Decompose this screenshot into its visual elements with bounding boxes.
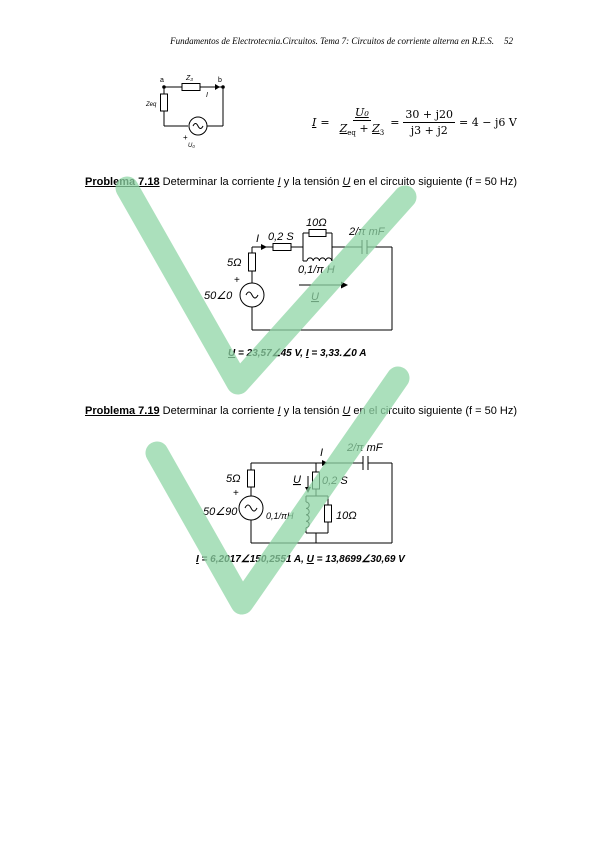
eq-frac1-den-a: Z [339,122,348,136]
page-header [170,36,513,46]
current-arrow [322,460,328,466]
capacitor-label: 2/π mF [349,226,385,238]
conductance-label: 0,2 S [322,475,348,487]
thevenin-circuit-diagram [140,70,240,152]
resistor-5-label: 5Ω [226,473,241,485]
problem-718-var-i: I [277,176,281,188]
problem-719-statement [85,405,517,418]
problem-718-text-b: y la tensión [280,176,343,188]
zeq-label: Zeq [146,102,157,108]
eq-equals: = [320,115,330,129]
voltage-arrow [341,282,348,289]
current-arrow [261,244,267,250]
resistor-10-label: 10Ω [336,510,357,522]
node-a-dot [162,85,166,89]
capacitor-label: 2/π mF [347,442,383,454]
eq-frac2-num: 30 + j20 [405,107,454,121]
z3-label: Z₃ [186,75,194,82]
result-718-u-val: = 23,57∠45 V, [235,348,306,359]
problem-718-circuit [195,215,405,340]
node-b-dot [221,85,225,89]
current-label: I [256,233,260,245]
eq-frac1-den-b: Z [372,122,380,136]
problem-719-label: Problema 7.19 [85,405,160,417]
problem-719-circuit [195,438,405,550]
page-number: 52 [504,36,513,46]
source-label: U₀ [188,143,195,149]
source-label: 50∠0 [204,290,233,302]
eq-rhs: = 4 − j6 V [459,115,517,129]
eq-frac1-den-b-sub: 3 [379,129,385,138]
source-plus-label: + [183,133,188,142]
eq-frac1-den-plus: + [359,122,369,136]
result-719-i-var: I [196,554,199,565]
resistor-5-label: 5Ω [227,257,242,269]
eq-fraction-2 [403,108,455,137]
problem-718-text-a: Determinar la corriente [159,176,278,188]
source-label: 50∠90 [203,506,238,518]
current-equation [312,104,517,140]
eq-frac1-num: U₀ [355,106,369,120]
eq-lhs: I [312,115,317,129]
problem-719-text-c: en el circuito siguiente (f = 50 Hz) [350,405,517,417]
result-719-u-var: U [306,554,314,565]
current-label: I [206,92,208,99]
problem-718-label: Problema 7.18 [85,176,160,188]
problem-719-text-b: y la tensión [280,405,343,417]
eq-frac2-den: j3 + j2 [410,123,448,137]
conductance-label: 0,2 S [268,231,294,243]
problem-718-var-u: U [342,176,351,188]
resistor-10-label: 10Ω [306,217,327,229]
source-plus-label: + [234,275,240,286]
result-719-i-val: = 6,2017∠150,2551 A, [198,554,307,565]
current-label: I [320,447,324,459]
problem-718-result [228,348,366,359]
problem-719-result [196,554,405,565]
result-719-u-val: = 13,8699∠30,69 V [313,554,405,565]
problem-718-text-c: en el circuito siguiente (f = 50 Hz) [350,176,517,188]
inductor-label: 0,1/π H [298,264,335,276]
problem-719-var-u: U [342,405,351,417]
voltage-arrow [305,487,311,493]
eq-frac1-den-a-sub: eq [347,129,356,138]
eq-equals-2: = [390,115,400,129]
problem-718-statement [85,176,517,189]
current-arrow [215,84,220,90]
problem-719-var-i: I [277,405,281,417]
voltage-label: U [293,474,301,486]
problem-719-text-a: Determinar la corriente [159,405,278,417]
node-b-label: b [218,77,222,84]
source-plus-label: + [233,488,239,499]
voltage-label: U [311,291,319,303]
result-718-i-val: = 3,33.∠0 A [308,348,367,359]
header-text: Fundamentos de Electrotecnia.Circuitos. Tema 7: Circuitos de corriente alterna en R.E.S. [170,36,494,46]
node-a-label: a [160,77,164,84]
eq-fraction-1 [338,106,387,137]
inductor-label: 0,1/πH [266,511,294,521]
result-718-u-var: U [228,348,236,359]
result-718-i-var: I [305,348,309,359]
